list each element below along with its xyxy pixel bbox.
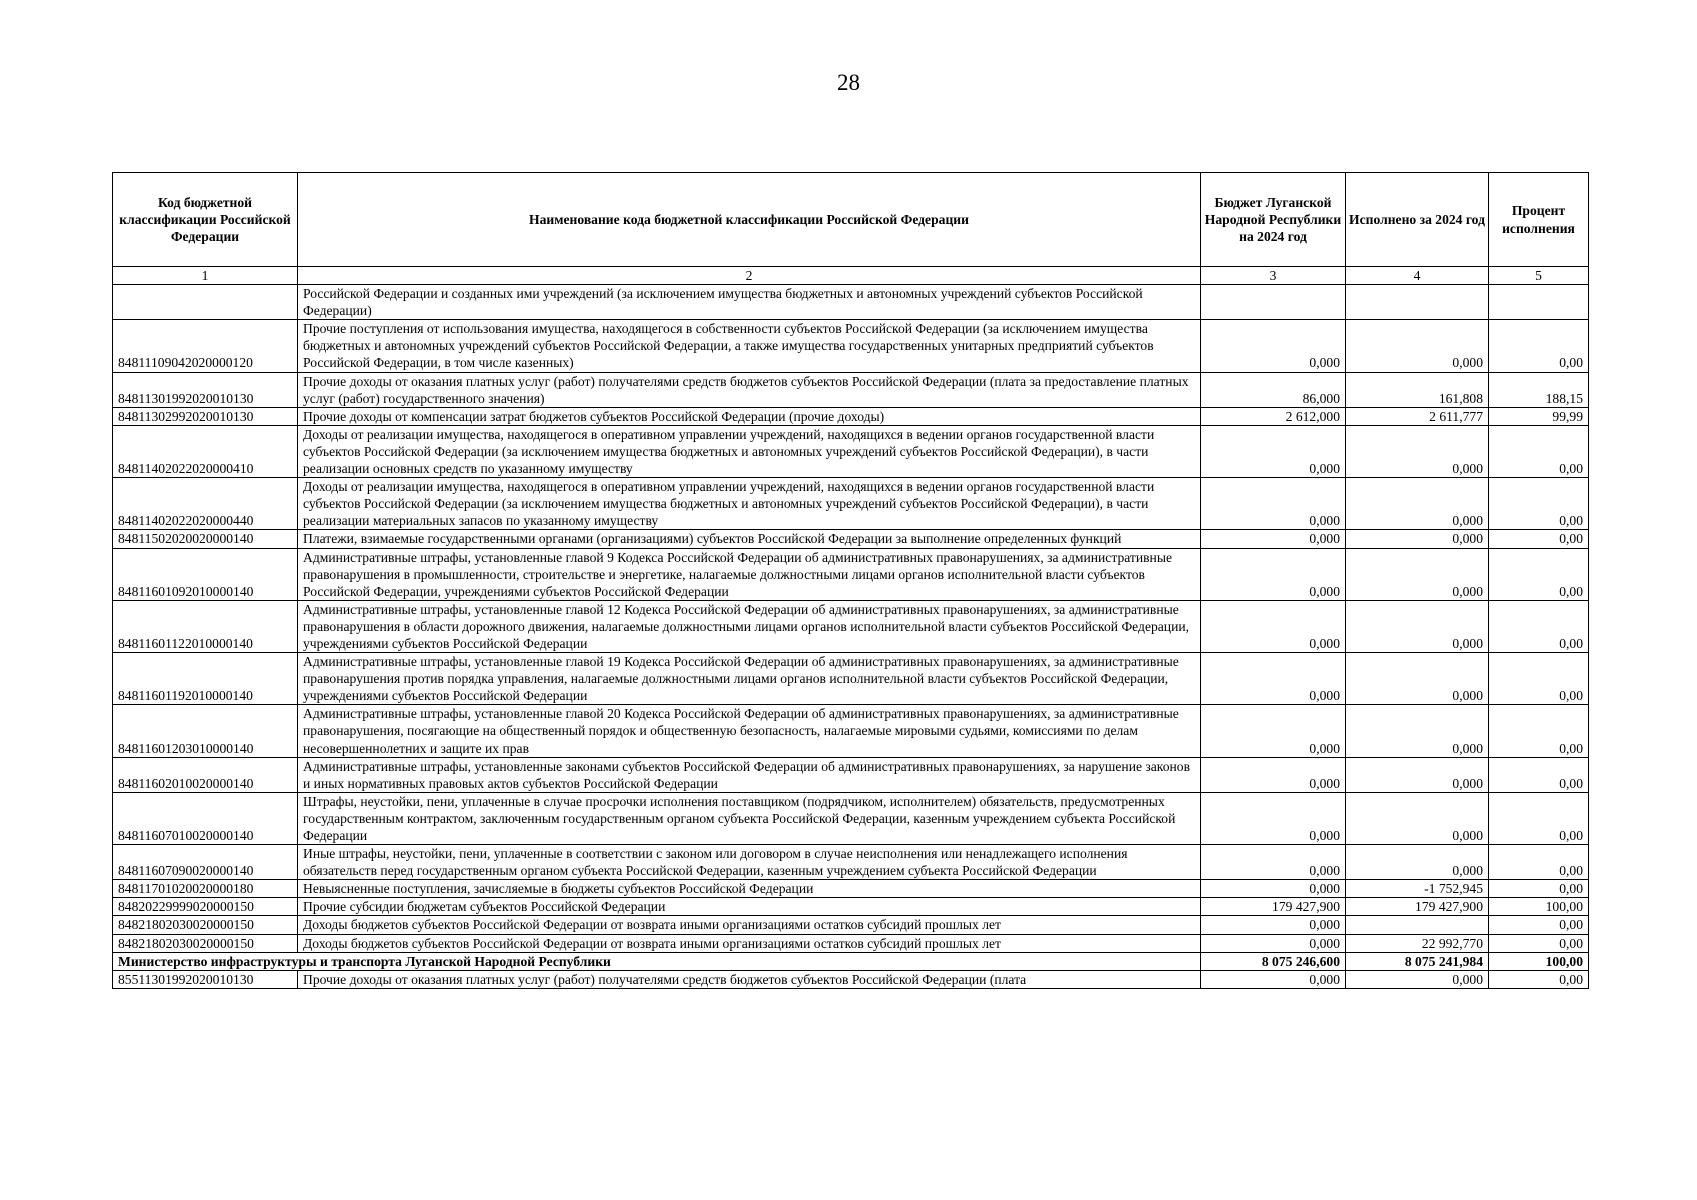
table-row xyxy=(113,705,1589,757)
row-percent: 0,00 xyxy=(1489,705,1589,757)
row-percent: 0,00 xyxy=(1489,478,1589,530)
row-percent: 0,00 xyxy=(1489,425,1589,477)
row-budget: 86,000 xyxy=(1201,372,1346,407)
row-percent: 188,15 xyxy=(1489,372,1589,407)
row-executed: 0,000 xyxy=(1346,478,1489,530)
table-row xyxy=(113,970,1589,988)
row-code: 84821802030020000150 xyxy=(113,916,298,934)
table-row xyxy=(113,934,1589,952)
column-number: 3 xyxy=(1201,267,1346,285)
row-percent: 0,00 xyxy=(1489,757,1589,792)
row-executed: 161,808 xyxy=(1346,372,1489,407)
row-code: 84811402022020000440 xyxy=(113,478,298,530)
row-code: 84811701020020000180 xyxy=(113,880,298,898)
budget-table xyxy=(112,172,1589,989)
row-name: Прочие доходы от оказания платных услуг (работ) получателями средств бюджетов субъектов Российской Федерации (плата xyxy=(298,970,1201,988)
ministry-budget: 8 075 246,600 xyxy=(1201,952,1346,970)
row-name: Административные штрафы, установленные главой 20 Кодекса Российской Федерации об административных правонарушениях, за административные правонарушения, посягающие на общественный порядок и общественную безопасность, налагаемые мировыми судьями, комиссиями по делам несовершеннолетних и защите их прав xyxy=(298,705,1201,757)
row-executed: 0,000 xyxy=(1346,792,1489,844)
row-executed: 0,000 xyxy=(1346,425,1489,477)
row-budget: 0,000 xyxy=(1201,653,1346,705)
row-code: 84811402022020000410 xyxy=(113,425,298,477)
column-number: 5 xyxy=(1489,267,1589,285)
row-percent: 0,00 xyxy=(1489,934,1589,952)
row-executed: 2 611,777 xyxy=(1346,407,1489,425)
row-code: 85511301992020010130 xyxy=(113,970,298,988)
row-executed: -1 752,945 xyxy=(1346,880,1489,898)
row-executed: 0,000 xyxy=(1346,530,1489,548)
row-budget: 0,000 xyxy=(1201,845,1346,880)
row-percent: 0,00 xyxy=(1489,970,1589,988)
header-budget: Бюджет Луганской Народной Республики на 2024 год xyxy=(1201,173,1346,267)
table-row xyxy=(113,548,1589,600)
row-budget: 0,000 xyxy=(1201,705,1346,757)
row-percent: 100,00 xyxy=(1489,898,1589,916)
row-executed: 0,000 xyxy=(1346,970,1489,988)
row-budget: 0,000 xyxy=(1201,478,1346,530)
row-executed: 0,000 xyxy=(1346,757,1489,792)
row-executed xyxy=(1346,916,1489,934)
row-code: 84811602010020000140 xyxy=(113,757,298,792)
row-name: Прочие субсидии бюджетам субъектов Российской Федерации xyxy=(298,898,1201,916)
row-percent: 0,00 xyxy=(1489,653,1589,705)
table-row xyxy=(113,372,1589,407)
table-row xyxy=(113,407,1589,425)
row-code: 84811302992020010130 xyxy=(113,407,298,425)
row-budget: 0,000 xyxy=(1201,792,1346,844)
row-percent: 0,00 xyxy=(1489,530,1589,548)
row-code: 84811502020020000140 xyxy=(113,530,298,548)
table-row xyxy=(113,898,1589,916)
table-row xyxy=(113,425,1589,477)
header-code: Код бюджетной классификации Российской Федерации xyxy=(113,173,298,267)
row-name: Доходы от реализации имущества, находящегося в оперативном управлении учреждений, находящихся в ведении органов государственной власти субъектов Российской Федерации (за исключением имущества бюджетных и автономных учреждений субъектов Российской Федерации), в части реализации основных средств по указанному имуществу xyxy=(298,425,1201,477)
row-name: Доходы от реализации имущества, находящегося в оперативном управлении учреждений, находящихся в ведении органов государственной власти субъектов Российской Федерации (за исключением имущества бюджетных и автономных учреждений субъектов Российской Федерации), в части реализации материальных запасов по указанному имуществу xyxy=(298,478,1201,530)
row-code xyxy=(113,285,298,320)
row-budget: 0,000 xyxy=(1201,970,1346,988)
row-budget: 0,000 xyxy=(1201,916,1346,934)
row-executed: 0,000 xyxy=(1346,600,1489,652)
row-name: Прочие доходы от оказания платных услуг (работ) получателями средств бюджетов субъектов Российской Федерации (плата за предоставление платных услуг (работ) государственного значения) xyxy=(298,372,1201,407)
row-budget: 0,000 xyxy=(1201,530,1346,548)
row-code: 84811607090020000140 xyxy=(113,845,298,880)
row-percent: 0,00 xyxy=(1489,792,1589,844)
row-name: Штрафы, неустойки, пени, уплаченные в случае просрочки исполнения поставщиком (подрядчиком, исполнителем) обязательств, предусмотренных государственным контрактом, заключенным государственным органом субъекта Российской Федерации, казенным учреждением субъекта Российской Федерации xyxy=(298,792,1201,844)
table-row xyxy=(113,845,1589,880)
row-budget: 179 427,900 xyxy=(1201,898,1346,916)
row-percent: 0,00 xyxy=(1489,548,1589,600)
header-percent: Процент исполнения xyxy=(1489,173,1589,267)
table-row xyxy=(113,792,1589,844)
row-name: Административные штрафы, установленные законами субъектов Российской Федерации об административных правонарушениях, за нарушение законов и иных нормативных правовых актов субъектов Российской Федерации xyxy=(298,757,1201,792)
row-budget: 0,000 xyxy=(1201,548,1346,600)
row-name: Доходы бюджетов субъектов Российской Федерации от возврата иными организациями остатков субсидий прошлых лет xyxy=(298,934,1201,952)
page-number: 28 xyxy=(837,70,860,95)
row-name: Доходы бюджетов субъектов Российской Федерации от возврата иными организациями остатков субсидий прошлых лет xyxy=(298,916,1201,934)
row-budget: 0,000 xyxy=(1201,320,1346,372)
row-name: Административные штрафы, установленные главой 9 Кодекса Российской Федерации об административных правонарушениях, за административные правонарушения в промышленности, строительстве и энергетике, налагаемые должностными лицами органов исполнительной власти субъектов Российской Федерации, учреждениями субъектов Российской Федерации xyxy=(298,548,1201,600)
row-budget: 0,000 xyxy=(1201,600,1346,652)
table-row xyxy=(113,880,1589,898)
table-row xyxy=(113,320,1589,372)
row-name: Невыясненные поступления, зачисляемые в бюджеты субъектов Российской Федерации xyxy=(298,880,1201,898)
row-executed xyxy=(1346,285,1489,320)
row-code: 84811109042020000120 xyxy=(113,320,298,372)
column-number: 1 xyxy=(113,267,298,285)
ministry-title: Министерство инфраструктуры и транспорта Луганской Народной Республики xyxy=(113,952,1201,970)
row-budget xyxy=(1201,285,1346,320)
row-name: Прочие поступления от использования имущества, находящегося в собственности субъектов Российской Федерации (за исключением имущества бюджетных и автономных учреждений субъектов Российской Федерации, а также имущества государственных унитарных предприятий субъектов Российской Федерации, в том числе казенных) xyxy=(298,320,1201,372)
row-percent: 0,00 xyxy=(1489,880,1589,898)
row-budget: 0,000 xyxy=(1201,757,1346,792)
row-budget: 2 612,000 xyxy=(1201,407,1346,425)
ministry-percent: 100,00 xyxy=(1489,952,1589,970)
row-percent: 0,00 xyxy=(1489,845,1589,880)
row-percent: 0,00 xyxy=(1489,916,1589,934)
row-percent: 0,00 xyxy=(1489,320,1589,372)
table-row xyxy=(113,285,1589,320)
ministry-executed: 8 075 241,984 xyxy=(1346,952,1489,970)
row-percent: 0,00 xyxy=(1489,600,1589,652)
header-executed: Исполнено за 2024 год xyxy=(1346,173,1489,267)
row-percent: 99,99 xyxy=(1489,407,1589,425)
row-code: 84820229999020000150 xyxy=(113,898,298,916)
row-name: Прочие доходы от компенсации затрат бюджетов субъектов Российской Федерации (прочие доходы) xyxy=(298,407,1201,425)
row-code: 84811301992020010130 xyxy=(113,372,298,407)
row-code: 84821802030020000150 xyxy=(113,934,298,952)
row-code: 84811601092010000140 xyxy=(113,548,298,600)
ministry-row xyxy=(113,952,1589,970)
row-code: 84811601203010000140 xyxy=(113,705,298,757)
table-row xyxy=(113,916,1589,934)
column-number: 2 xyxy=(298,267,1201,285)
row-code: 84811601122010000140 xyxy=(113,600,298,652)
row-executed: 0,000 xyxy=(1346,845,1489,880)
table-row xyxy=(113,530,1589,548)
table-row xyxy=(113,653,1589,705)
table-row xyxy=(113,478,1589,530)
column-number-row xyxy=(113,267,1589,285)
row-executed: 0,000 xyxy=(1346,705,1489,757)
row-budget: 0,000 xyxy=(1201,934,1346,952)
row-name: Иные штрафы, неустойки, пени, уплаченные в соответствии с законом или договором в случае неисполнения или ненадлежащего исполнения обязательств перед государственным органом субъекта Российской Федерации, казенным учреждением субъекта Российской Федерации xyxy=(298,845,1201,880)
row-budget: 0,000 xyxy=(1201,425,1346,477)
row-name: Российской Федерации и созданных ими учреждений (за исключением имущества бюджетных и автономных учреждений субъектов Российской Федерации) xyxy=(298,285,1201,320)
row-executed: 22 992,770 xyxy=(1346,934,1489,952)
row-executed: 179 427,900 xyxy=(1346,898,1489,916)
row-executed: 0,000 xyxy=(1346,320,1489,372)
header-row xyxy=(113,173,1589,267)
row-budget: 0,000 xyxy=(1201,880,1346,898)
row-percent xyxy=(1489,285,1589,320)
table-row xyxy=(113,600,1589,652)
row-executed: 0,000 xyxy=(1346,653,1489,705)
row-code: 84811601192010000140 xyxy=(113,653,298,705)
row-executed: 0,000 xyxy=(1346,548,1489,600)
table-body xyxy=(113,285,1589,953)
header-name: Наименование кода бюджетной классификации Российской Федерации xyxy=(298,173,1201,267)
row-name: Административные штрафы, установленные главой 19 Кодекса Российской Федерации об административных правонарушениях, за административные правонарушения против порядка управления, налагаемые должностными лицами органов исполнительной власти субъектов Российской Федерации, учреждениями субъектов Российской Федерации xyxy=(298,653,1201,705)
table-row xyxy=(113,757,1589,792)
column-number: 4 xyxy=(1346,267,1489,285)
row-name: Административные штрафы, установленные главой 12 Кодекса Российской Федерации об административных правонарушениях, за административные правонарушения в области дорожного движения, налагаемые должностными лицами органов исполнительной власти субъектов Российской Федерации, учреждениями субъектов Российской Федерации xyxy=(298,600,1201,652)
row-code: 84811607010020000140 xyxy=(113,792,298,844)
row-name: Платежи, взимаемые государственными органами (организациями) субъектов Российской Федерации за выполнение определенных функций xyxy=(298,530,1201,548)
